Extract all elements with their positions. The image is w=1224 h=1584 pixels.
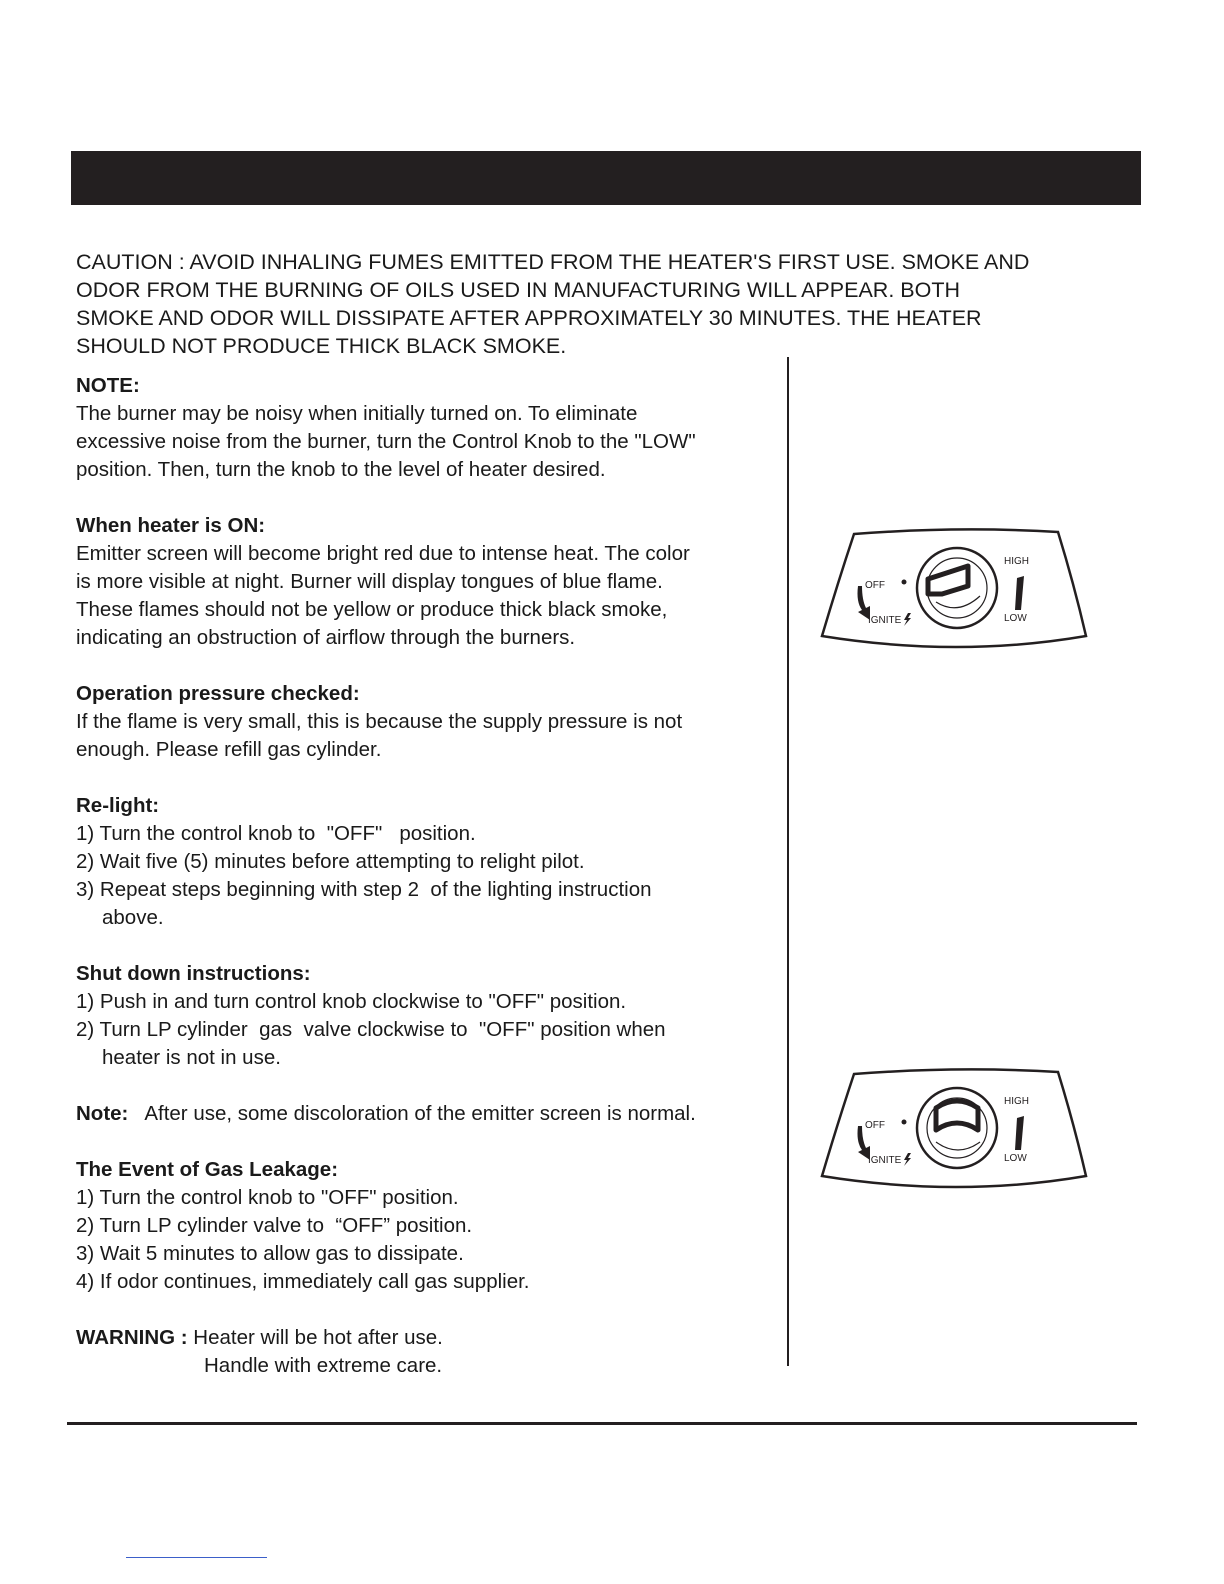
ignite-label: IGNITE [868, 1155, 902, 1166]
footer-underline [126, 1557, 267, 1558]
warning-label: WARNING : [76, 1326, 194, 1349]
relight-step: 2) Wait five (5) minutes before attempting to relight pilot. [76, 850, 585, 873]
shutdown-step: 1) Push in and turn control knob clockwise to "OFF" position. [76, 990, 627, 1013]
leakage-step: 4) If odor continues, immediately call gas supplier. [76, 1270, 530, 1293]
pressure-heading: Operation pressure checked: [76, 682, 360, 705]
note-line: The burner may be noisy when initially turned on. To eliminate [76, 402, 638, 425]
relight-step: 1) Turn the control knob to "OFF" position. [76, 822, 476, 845]
control-knob-diagram-low [818, 524, 1090, 654]
relight-heading: Re-light: [76, 794, 160, 817]
heater-on-line: These flames should not be yellow or produce thick black smoke, [76, 598, 668, 621]
leakage-step: 2) Turn LP cylinder valve to “OFF” position. [76, 1214, 473, 1237]
pressure-line: If the flame is very small, this is because the supply pressure is not [76, 710, 683, 733]
note-line: excessive noise from the burner, turn the Control Knob to the "LOW" [76, 430, 696, 453]
caution-line: SMOKE AND ODOR WILL DISSIPATE AFTER APPROXIMATELY 30 MINUTES. THE HEATER [76, 306, 982, 330]
ignite-label: IGNITE [868, 615, 902, 626]
heater-on-line: Emitter screen will become bright red due to intense heat. The color [76, 542, 690, 565]
column-divider [787, 357, 789, 1366]
warning-line-2: Handle with extreme care. [204, 1354, 443, 1377]
leakage-step: 1) Turn the control knob to "OFF" position. [76, 1186, 459, 1209]
leakage-heading: The Event of Gas Leakage: [76, 1158, 339, 1181]
heater-on-line: indicating an obstruction of airflow through the burners. [76, 626, 576, 649]
relight-step: 3) Repeat steps beginning with step 2 of the lighting instruction [76, 878, 652, 901]
relight-step-continued: above. [102, 906, 164, 929]
caution-line: CAUTION : AVOID INHALING FUMES EMITTED FROM THE HEATER'S FIRST USE. SMOKE AND [76, 250, 1030, 274]
bottom-rule [67, 1422, 1137, 1425]
low-label: LOW [1004, 613, 1027, 624]
caution-line: ODOR FROM THE BURNING OF OILS USED IN MANUFACTURING WILL APPEAR. BOTH [76, 278, 960, 302]
section-header-bar [71, 151, 1141, 205]
heater-on-line: is more visible at night. Burner will display tongues of blue flame. [76, 570, 663, 593]
note-heading: NOTE: [76, 374, 140, 397]
shutdown-step: 2) Turn LP cylinder gas valve clockwise to "OFF" position when [76, 1018, 666, 1041]
high-label: HIGH [1004, 556, 1029, 567]
caution-line: SHOULD NOT PRODUCE THICK BLACK SMOKE. [76, 334, 567, 358]
warning-line [76, 1324, 782, 1352]
caution-paragraph [76, 248, 1146, 360]
control-panel-drawing [818, 1064, 1090, 1194]
heater-on-heading: When heater is ON: [76, 514, 266, 537]
note2-text: After use, some discoloration of the emitter screen is normal. [128, 1102, 696, 1125]
high-label: HIGH [1004, 1096, 1029, 1107]
low-label: LOW [1004, 1153, 1027, 1164]
off-label: OFF [865, 1120, 885, 1131]
pressure-line: enough. Please refill gas cylinder. [76, 738, 382, 761]
shutdown-heading: Shut down instructions: [76, 962, 311, 985]
warning-text: Heater will be hot after use. [193, 1326, 443, 1349]
control-panel-drawing [818, 524, 1090, 654]
shutdown-step-continued: heater is not in use. [102, 1046, 281, 1069]
note2-line [76, 1100, 782, 1128]
control-knob-diagram-off [818, 1064, 1090, 1194]
leakage-step: 3) Wait 5 minutes to allow gas to dissipate. [76, 1242, 464, 1265]
note2-label: Note: [76, 1102, 129, 1125]
instructions-column [76, 372, 782, 1380]
off-label: OFF [865, 580, 885, 591]
note-line: position. Then, turn the knob to the level of heater desired. [76, 458, 606, 481]
